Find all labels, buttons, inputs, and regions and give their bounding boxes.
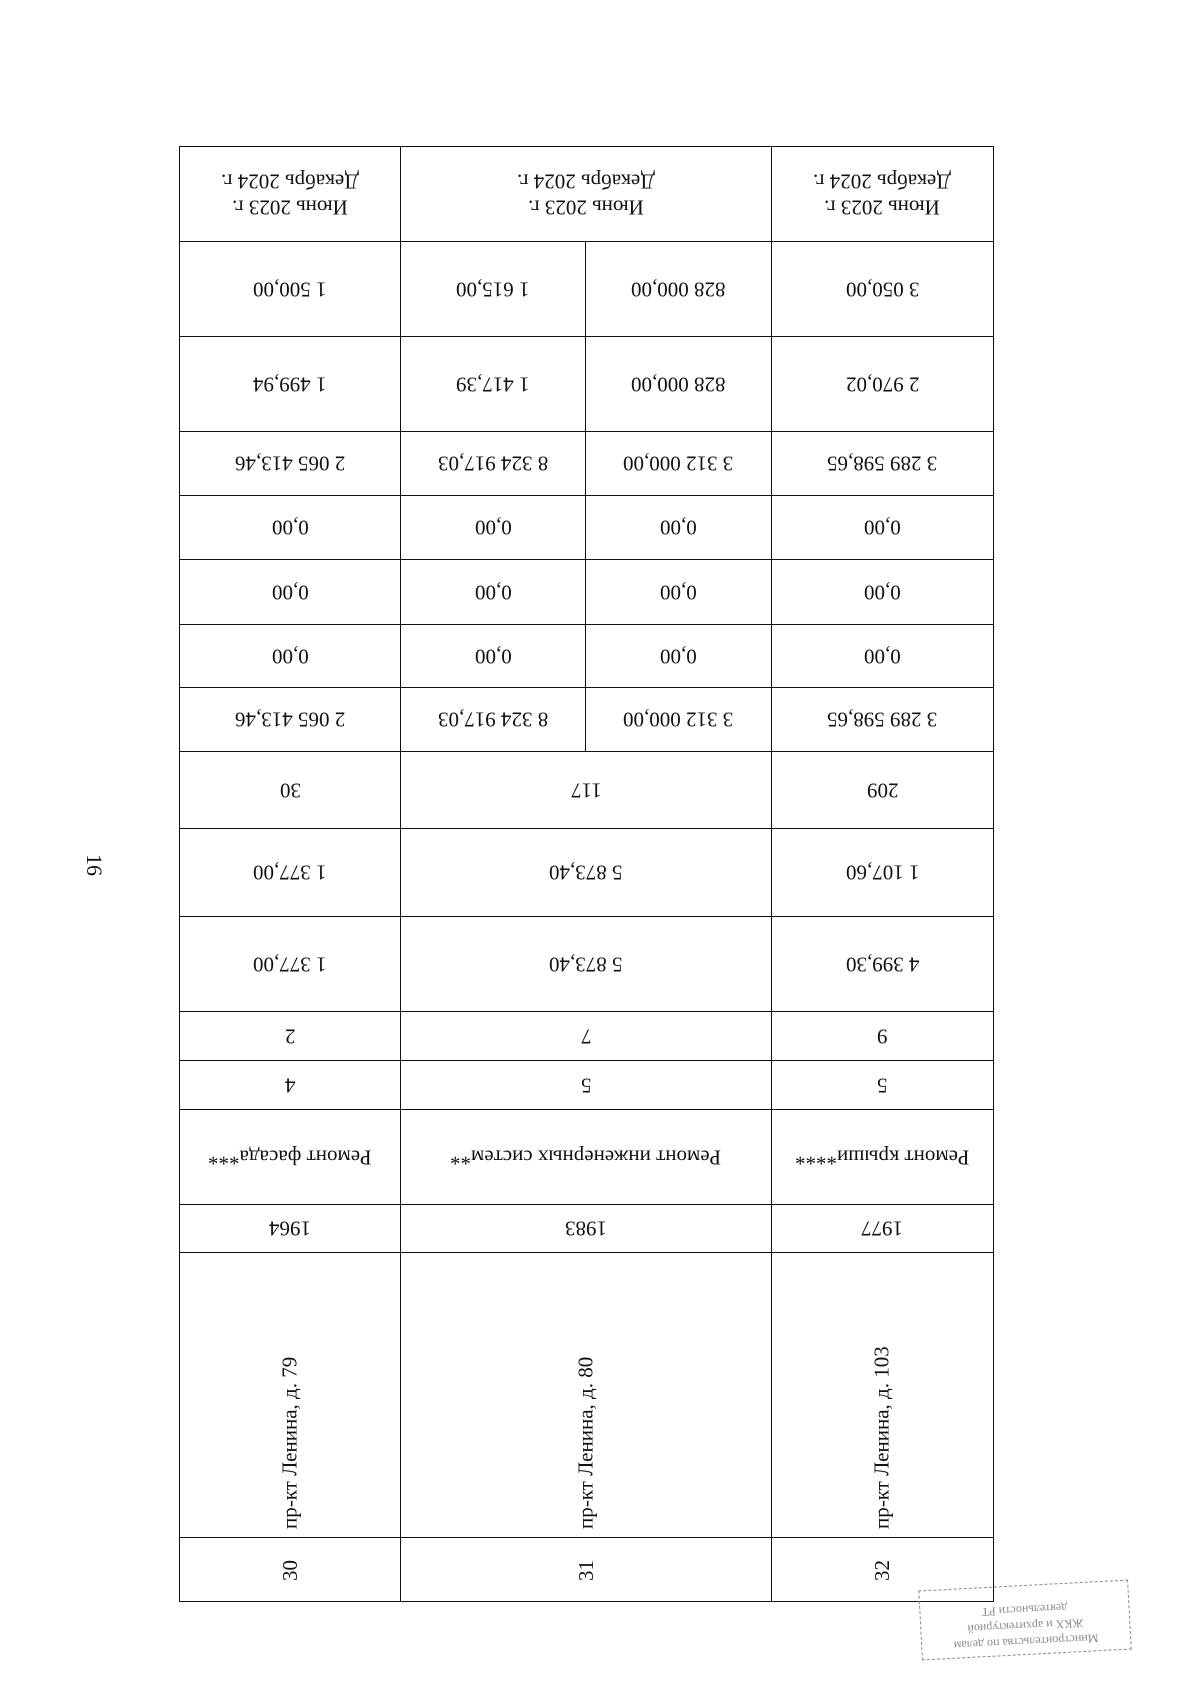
c13-cell-text: 8 324 917,03 xyxy=(438,451,549,476)
c12-cell-text: 0,00 xyxy=(271,515,309,540)
c11-cell xyxy=(586,560,771,625)
c5-cell-text: 7 xyxy=(580,1024,592,1049)
archive-stamp xyxy=(918,1580,1131,1661)
c14-cell-text: 2 970,02 xyxy=(845,372,920,397)
num-cell-text: 30 xyxy=(277,1560,302,1581)
c13-cell-text: 2 065 413,46 xyxy=(235,451,346,476)
c9-cell xyxy=(772,688,993,752)
c10-cell xyxy=(772,625,993,688)
c14-cell xyxy=(401,337,586,432)
c12-cell xyxy=(586,496,771,560)
c14-cell-text: 1 499,94 xyxy=(253,372,327,397)
c5-cell xyxy=(772,1012,993,1061)
c15-cell-text: 1 500,00 xyxy=(253,277,327,302)
c15-cell-text: 1 615,00 xyxy=(456,277,530,302)
work-cell-text: Ремонт фасада*** xyxy=(208,1145,372,1170)
year-cell xyxy=(180,1205,400,1253)
c12-cell-text: 0,00 xyxy=(863,515,901,540)
c11-cell xyxy=(772,560,993,625)
c8-cell xyxy=(180,752,400,829)
address-text: пр-кт Ленина, д. 103 xyxy=(869,1346,894,1529)
stamp-line: Минстроительства по делам xyxy=(953,1631,1099,1653)
c14-cell xyxy=(180,337,400,432)
c13-cell-text: 3 312 000,00 xyxy=(623,451,734,476)
c7-cell xyxy=(401,829,770,917)
c14-cell-text: 1 417,39 xyxy=(456,372,530,397)
c7-cell-text: 5 873,40 xyxy=(549,860,623,885)
c4-cell xyxy=(772,1061,993,1110)
c9-cell-text: 3 289 598,65 xyxy=(827,707,938,732)
c10-cell-text: 0,00 xyxy=(863,644,901,669)
c10-cell-text: 0,00 xyxy=(271,644,309,669)
c12-cell-text: 0,00 xyxy=(659,515,697,540)
period-cell xyxy=(401,147,770,242)
c8-cell-text: 209 xyxy=(866,778,899,803)
c9-cell-text: 8 324 917,03 xyxy=(438,707,549,732)
c11-cell-text: 0,00 xyxy=(474,580,512,605)
c6-cell xyxy=(401,917,770,1012)
c8-cell xyxy=(401,752,770,829)
work-cell xyxy=(180,1110,400,1205)
c5-cell-text: 9 xyxy=(877,1024,888,1049)
c8-cell-text: 117 xyxy=(570,778,602,803)
c6-cell xyxy=(772,917,993,1012)
work-cell xyxy=(772,1110,993,1205)
c15-cell xyxy=(772,242,993,337)
work-cell-text: Ремонт крыши**** xyxy=(795,1145,970,1170)
c14-cell xyxy=(586,337,771,432)
c4-cell-text: 5 xyxy=(580,1073,592,1098)
c8-cell xyxy=(772,752,993,829)
c5-cell-text: 2 xyxy=(284,1024,296,1049)
c4-cell xyxy=(180,1061,400,1110)
c15-cell-text: 828 000,00 xyxy=(631,277,726,302)
address-cell xyxy=(772,1253,993,1538)
c12-cell xyxy=(772,496,993,560)
address-cell xyxy=(180,1253,400,1538)
c5-cell xyxy=(401,1012,770,1061)
c12-cell xyxy=(401,496,586,560)
c7-cell-text: 1 107,60 xyxy=(845,860,920,885)
c4-cell xyxy=(401,1061,770,1110)
c9-cell xyxy=(180,688,400,752)
num-cell-text: 32 xyxy=(869,1560,894,1581)
period-cell xyxy=(772,147,993,242)
c13-cell xyxy=(586,432,771,496)
c6-cell-text: 1 377,00 xyxy=(253,952,327,977)
c12-cell xyxy=(180,496,400,560)
c12-cell-text: 0,00 xyxy=(474,515,512,540)
c9-cell-text: 3 312 000,00 xyxy=(623,707,734,732)
c10-cell-text: 0,00 xyxy=(659,644,697,669)
c13-cell-text: 3 289 598,65 xyxy=(827,451,938,476)
address-cell xyxy=(401,1253,770,1538)
c6-cell xyxy=(180,917,400,1012)
c13-cell xyxy=(401,432,586,496)
c10-cell xyxy=(180,625,400,688)
stamp-line: ЖКХ и архитектурной xyxy=(967,1615,1084,1636)
c15-cell xyxy=(180,242,400,337)
table-row xyxy=(771,147,993,1601)
period-cell-text: Июнь 2023 г. Декабрь 2024 г. xyxy=(517,169,655,220)
c14-cell xyxy=(772,337,993,432)
c14-cell-text: 828 000,00 xyxy=(631,372,726,397)
page-number: 16 xyxy=(82,854,107,876)
year-cell-text: 1983 xyxy=(565,1216,607,1241)
c15-cell xyxy=(586,242,771,337)
c7-cell xyxy=(772,829,993,917)
year-cell xyxy=(772,1205,993,1253)
period-cell xyxy=(180,147,400,242)
c5-cell xyxy=(180,1012,400,1061)
c11-cell-text: 0,00 xyxy=(271,580,309,605)
c4-cell-text: 5 xyxy=(877,1073,888,1098)
address-text: пр-кт Ленина, д. 79 xyxy=(277,1356,302,1529)
c13-cell xyxy=(180,432,400,496)
year-cell-text: 1977 xyxy=(861,1216,904,1241)
c11-cell xyxy=(401,560,586,625)
work-cell-text: Ремонт инженерных систем** xyxy=(450,1145,722,1170)
c8-cell-text: 30 xyxy=(279,778,301,803)
num-cell-text: 31 xyxy=(573,1560,598,1581)
c10-cell xyxy=(586,625,771,688)
period-cell-text: Июнь 2023 г. Декабрь 2024 г. xyxy=(221,169,360,220)
c6-cell-text: 5 873,40 xyxy=(549,952,623,977)
year-cell xyxy=(401,1205,770,1253)
c13-cell xyxy=(772,432,993,496)
address-text: пр-кт Ленина, д. 80 xyxy=(573,1356,598,1529)
work-cell xyxy=(401,1110,770,1205)
year-cell-text: 1964 xyxy=(269,1216,312,1241)
c9-cell xyxy=(401,688,586,752)
num-cell xyxy=(180,1538,400,1603)
c11-cell-text: 0,00 xyxy=(863,580,901,605)
c7-cell-text: 1 377,00 xyxy=(253,860,327,885)
period-cell-text: Июнь 2023 г. Декабрь 2024 г. xyxy=(813,169,952,220)
num-cell xyxy=(401,1538,770,1603)
table-row xyxy=(400,147,770,1601)
capital-repair-table xyxy=(179,146,994,1602)
c10-cell-text: 0,00 xyxy=(474,644,512,669)
c6-cell-text: 4 399,30 xyxy=(845,952,920,977)
c11-cell xyxy=(180,560,400,625)
c7-cell xyxy=(180,829,400,917)
stamp-line: деятельности РТ xyxy=(981,1600,1068,1619)
c10-cell xyxy=(401,625,586,688)
c11-cell-text: 0,00 xyxy=(659,580,697,605)
c9-cell xyxy=(586,688,771,752)
c15-cell xyxy=(401,242,586,337)
c4-cell-text: 4 xyxy=(284,1073,296,1098)
c9-cell-text: 2 065 413,46 xyxy=(235,707,346,732)
c15-cell-text: 3 050,00 xyxy=(845,277,920,302)
table-row xyxy=(180,147,400,1601)
